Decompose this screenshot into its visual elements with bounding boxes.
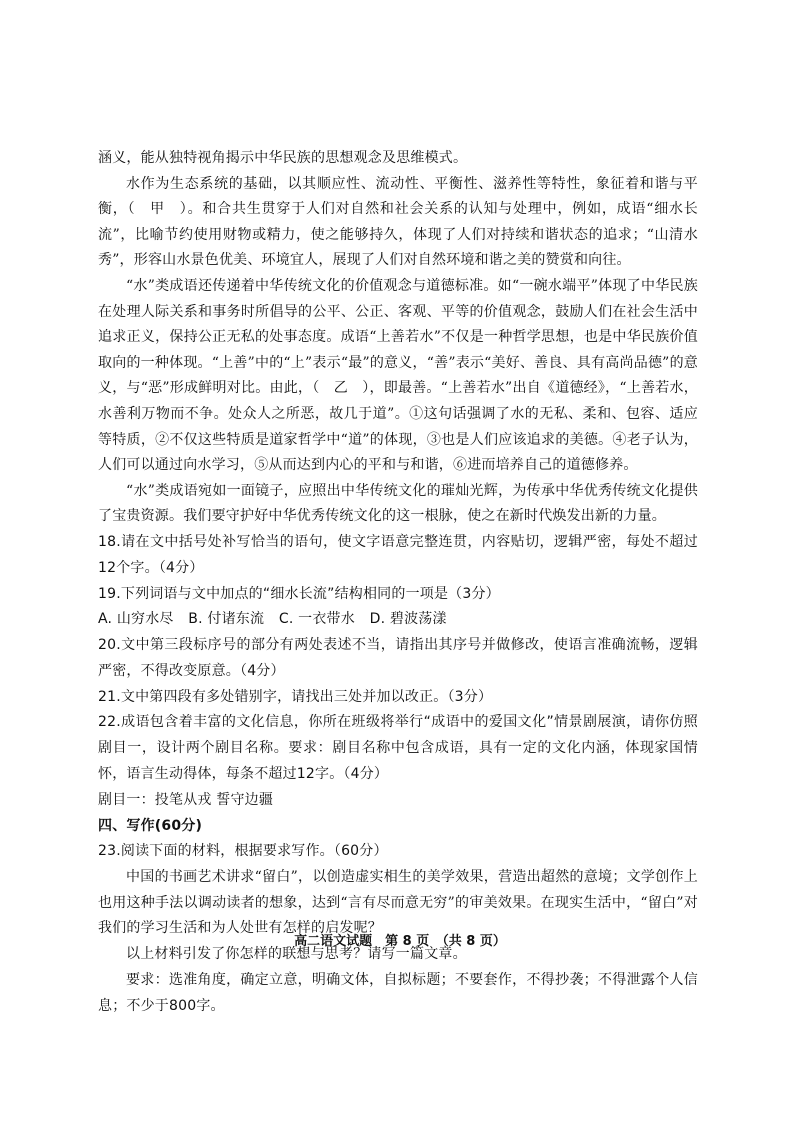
option-d: D. 碧波荡漾	[369, 611, 447, 628]
question-20: 20.文中第三段标序号的部分有两处表述不当，请指出其序号并做修改，使语言准确流畅，逻辑严密，不得改变原意。（4分）	[98, 637, 698, 679]
passage-paragraph-1-continued: 涵义，能从独特视角揭示中华民族的思想观念及思维模式。	[98, 150, 468, 166]
writing-section-title: 四、写作(60分)	[98, 817, 203, 834]
option-b: B. 付诸东流	[188, 611, 265, 628]
passage-paragraph-3: “水”类成语还传递着中华传统文化的价值观念与道德标准。如“一碗水端平”体现了中华民族在处理人际关系和事务时所倡导的公平、公正、客观、平等的价值观念，鼓励人们在社会生活中追求正义，保持公正无私的处事态度。成语“上善若水”不仅是一种哲学思想，也是中华民族价值取向的一种体现。“上善”中的“上”表示“最”的意义，“善”表示“美好、善良、具有高尚品德”的意义，与“恶”形成鲜明对比。由此，（ 乙 ），即最善。“上善若水”出自《道德经》，“上善若水，水善利万物而不争。处众人之所恶，故几于道”。①这句话强调了水的无私、柔和、包容、适应等特质，②不仅这些特质是道家哲学中“道”的体现，③也是人们应该追求的美德。④老子认为，人们可以通过向水学习，⑤从而达到内心的平和与和谐，⑥进而培养自己的道德修养。	[98, 277, 698, 474]
option-c: C. 一衣带水	[278, 611, 355, 628]
option-a: A. 山穷水尽	[98, 611, 174, 628]
question-22: 22.成语包含着丰富的文化信息，你所在班级将举行“成语中的爱国文化”情景剧展演，请你仿照剧目一，设计两个剧目名称。要求：剧目名称中包含成语，具有一定的文化内涵，体现家国情怀，语言生动得体，每条不超过12字。（4分）	[98, 714, 698, 783]
page-footer: 高二语文试题 第 8 页 （共 8 页）	[294, 934, 506, 949]
passage-paragraph-2: 水作为生态系统的基础，以其顺应性、流动性、平衡性、滋养性等特性，象征着和谐与平衡，（ 甲 ）。和合共生贯穿于人们对自然和社会关系的认知与处理中，例如，成语“细水长流”，比喻节约使用财物或精力，使之能够持久，体现了人们对持续和谐状态的追求；“山清水秀”，形容山水景色优美、环境宜人，展现了人们对自然环境和谐之美的赞赏和向往。	[98, 175, 698, 269]
question-18: 18.请在文中括号处补写恰当的语句，使文字语意完整连贯，内容贴切，逻辑严密，每处不超过12个字。（4分）	[98, 533, 698, 576]
question-23: 23.阅读下面的材料，根据要求写作。（60分）	[98, 843, 388, 860]
page-content	[98, 146, 698, 1019]
passage-paragraph-4: “水”类成语宛如一面镜子，应照出中华传统文化的璀灿光辉，为传承中华优秀传统文化提供了宝贵资源。我们要守护好中华优秀传统文化的这一根脉，使之在新时代焕发出新的力量。	[98, 482, 698, 525]
writing-prompt: 以上材料引发了你怎样的联想与思考？请写一篇文章。	[126, 946, 467, 963]
question-19: 19.下列词语与文中加点的“细水长流”结构相同的一项是（3分）	[98, 585, 500, 602]
writing-material: 中国的书画艺术讲求“留白”，以创造虚实相生的美学效果，营造出超然的意境；文学创作上也用这种手法以调动读者的想象，达到“言有尽而意无穷”的审美效果。在现实生活中，“留白”对我们的学习生活和为人处世有怎样的启发呢？	[98, 869, 698, 937]
writing-requirements: 要求：选准角度，确定立意，明确文体，自拟标题；不要套作，不得抄袭；不得泄露个人信息；不少于800字。	[98, 971, 698, 1014]
question-22-example: 剧目一：投笔从戎 誓守边疆	[98, 791, 274, 808]
question-19-options	[98, 607, 698, 633]
question-21: 21.文中第四段有多处错别字，请找出三处并加以改正。（3分）	[98, 688, 493, 705]
